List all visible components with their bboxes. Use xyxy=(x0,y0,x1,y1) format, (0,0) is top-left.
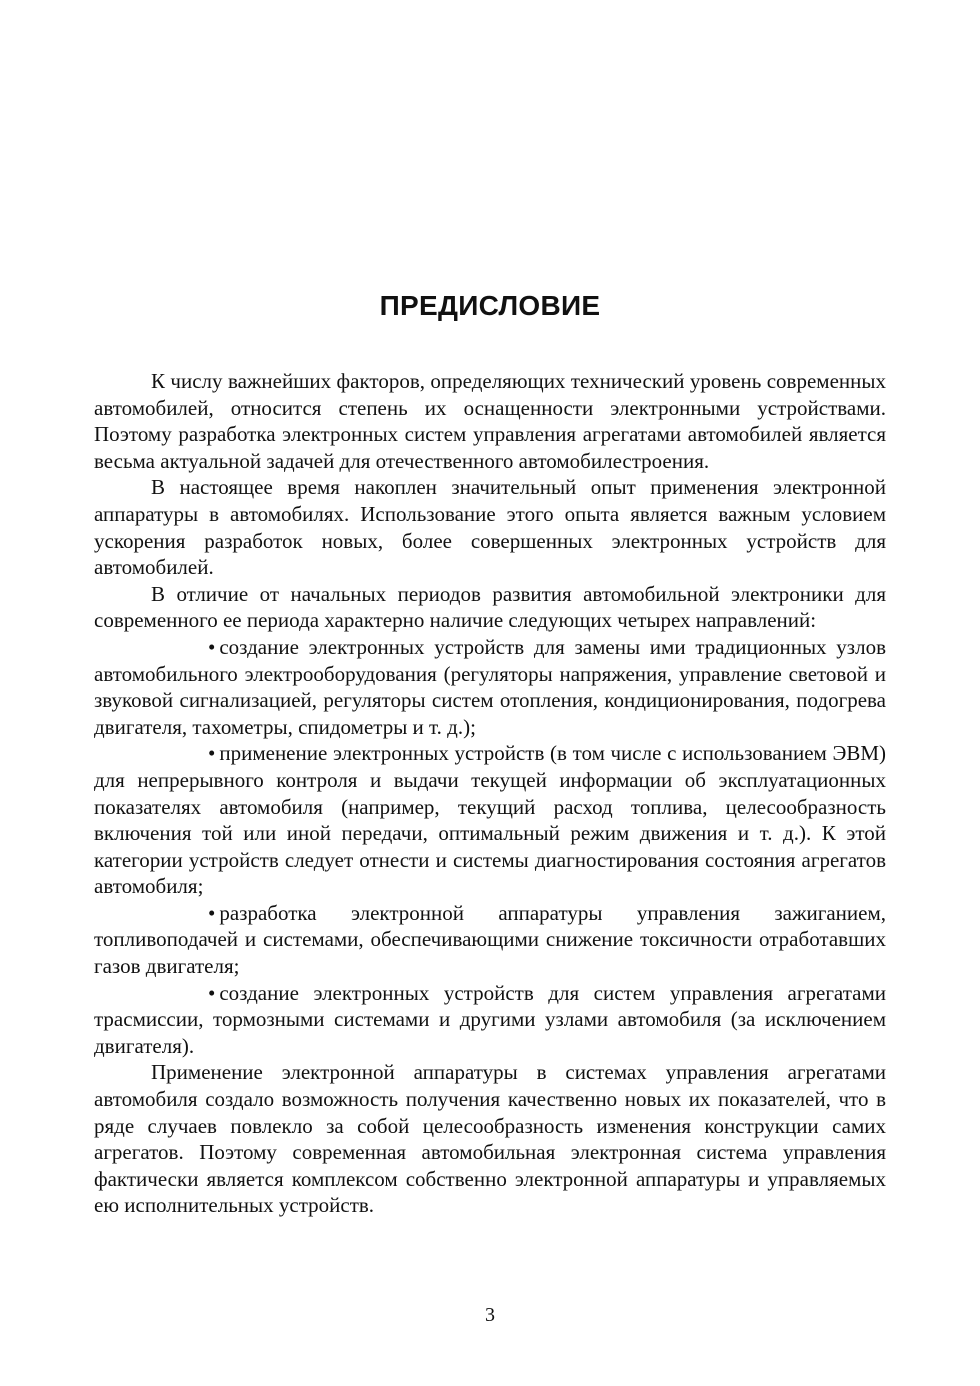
bullet-item-3 xyxy=(94,900,886,980)
page-number: 3 xyxy=(485,1304,495,1326)
bullet-item-text: применение электронных устройств (в том числе с использованием ЭВМ) для непрерывного контроля и выдачи текущей информации об эксплуатационных показателях автомобиля (например, текущий расход топлива, целесообразность включения той или иной передачи, оптимальный режим движения и т. д.). К этой категории устройств следует отнести и системы диагностирования состояния агрегатов автомобиля; xyxy=(94,741,886,899)
bullet-item-text: разработка электронной аппаратуры управления зажиганием, топливоподачей и системами, обеспечивающими снижение токсичности отработавших газов двигателя; xyxy=(94,900,886,979)
bullet-icon: • xyxy=(208,900,216,925)
bullet-icon: • xyxy=(208,634,216,659)
paragraph-3: В отличие от начальных периодов развития автомобильной электроники для современного ее периода характерно наличие следующих четырех направлений: xyxy=(94,581,886,633)
body-text xyxy=(94,368,886,1219)
paragraph-1: К числу важнейших факторов, определяющих технический уровень современных автомобилей, относится степень их оснащенности электронными устройствами. Поэтому разработка электронных систем управления агрегатами автомобилей является весьма актуальной задачей для отечественного автомобилестроения. xyxy=(94,369,886,473)
bullet-item-text: создание электронных устройств для систем управления агрегатами трасмиссии, тормозными системами и другими узлами автомобиля (за исключением двигателя). xyxy=(94,980,886,1058)
page-title: ПРЕДИСЛОВИЕ xyxy=(379,290,601,321)
paragraph-2: В настоящее время накоплен значительный опыт применения электронной аппаратуры в автомобилях. Использование этого опыта является важным условием ускорения разработок новых, более совершенных электронных устройств для автомобилей. xyxy=(94,475,886,580)
closing-paragraph: Применение электронной аппаратуры в системах управления агрегатами автомобиля создало возможность получения качественно новых их показателей, что в ряде случаев повлекло за собой целесообразность изменения конструкции самих агрегатов. Поэтому современная автомобильная электронная система управления фактически является комплексом собственно электронной аппаратуры и управляемых ею исполнительных устройств. xyxy=(94,1060,886,1218)
bullet-icon: • xyxy=(208,741,216,766)
bullet-item-1 xyxy=(94,634,886,740)
bullet-item-text: создание электронных устройств для замены ими традиционных узлов автомобильного электрооборудования (регуляторы напряжения, управление световой и звуковой сигнализацией, регуляторы систем отопления, кондиционирования, подогрева двигателя, тахометры, спидометры и т. д.); xyxy=(94,634,886,739)
bullet-icon: • xyxy=(208,980,216,1005)
bullet-item-4 xyxy=(94,980,886,1060)
bullet-item-2 xyxy=(94,740,886,900)
